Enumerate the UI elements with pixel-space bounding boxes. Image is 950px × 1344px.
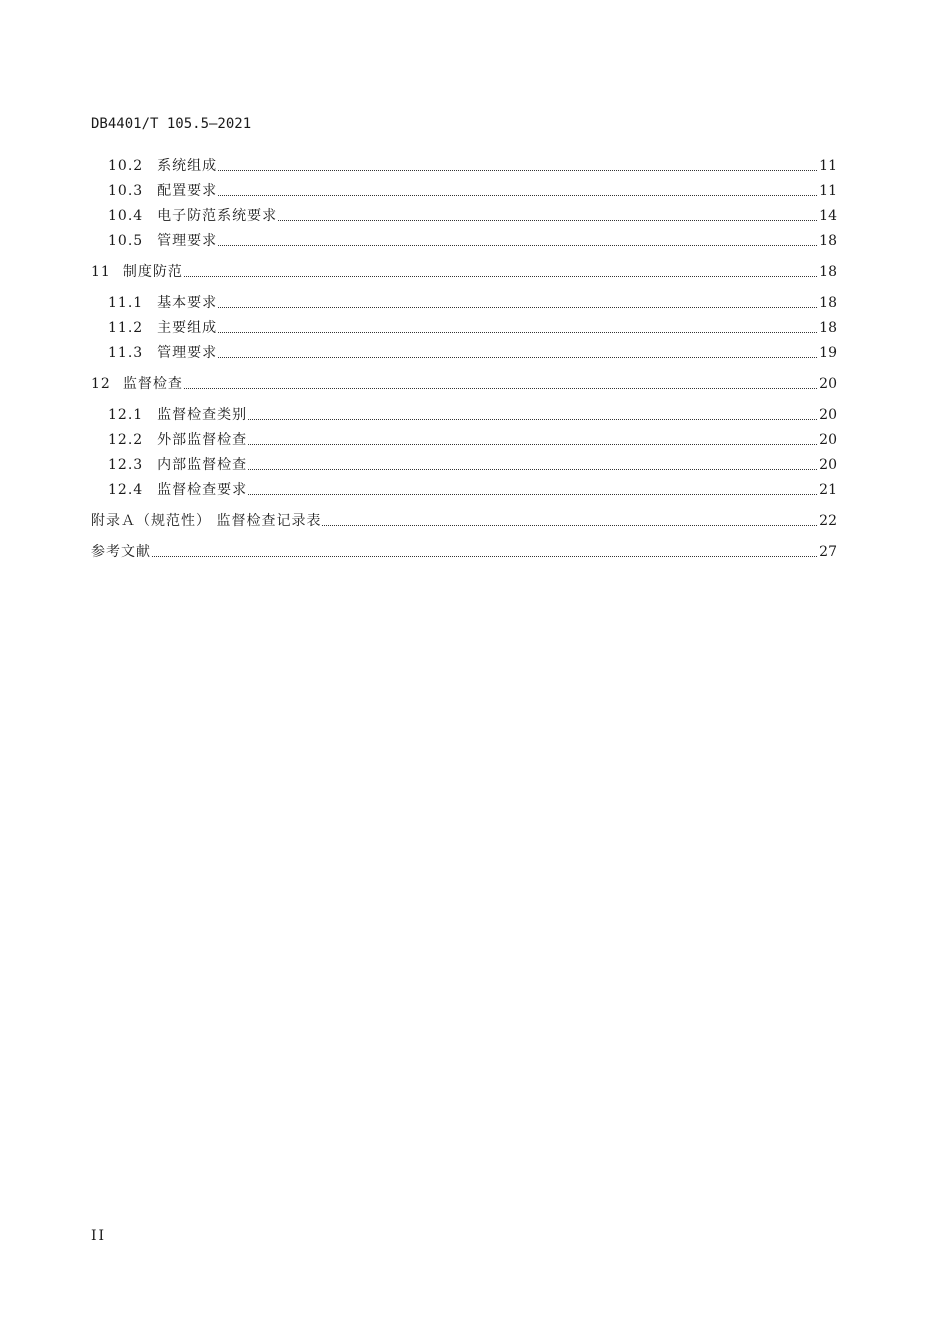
toc-entry-title: 监督检查要求 xyxy=(157,482,248,498)
toc-entry-page: 22 xyxy=(819,513,837,529)
toc-entry-number: 12 xyxy=(91,376,111,392)
toc-entry-number: 11.1 xyxy=(108,295,144,311)
dot-leader xyxy=(218,244,817,246)
toc-entry-12-3[interactable] xyxy=(91,452,837,474)
dot-leader xyxy=(218,194,817,196)
toc-entry-page: 18 xyxy=(819,320,837,336)
toc-entry-appendix-a[interactable] xyxy=(91,508,837,530)
dot-leader xyxy=(322,524,817,526)
toc-entry-title: 电子防范系统要求 xyxy=(157,208,278,224)
page-number: II xyxy=(91,1228,107,1244)
toc-entry-number: 10.5 xyxy=(108,233,144,249)
toc-entry-title: 配置要求 xyxy=(157,183,218,199)
toc-entry-title: 制度防范 xyxy=(122,264,183,280)
toc-entry-page: 20 xyxy=(819,407,837,423)
toc-entry-11-1[interactable] xyxy=(91,290,837,312)
toc-entry-page: 20 xyxy=(819,376,837,392)
toc-entry-number: 10.4 xyxy=(108,208,144,224)
toc-entry-references[interactable] xyxy=(91,539,837,561)
toc-entry-number: 10.3 xyxy=(108,183,144,199)
toc-entry-10-2[interactable] xyxy=(91,153,837,175)
toc-entry-page: 20 xyxy=(819,432,837,448)
dot-leader xyxy=(184,387,817,389)
toc-entry-page: 18 xyxy=(819,233,837,249)
toc-entry-title: 主要组成 xyxy=(157,320,218,336)
toc-entry-page: 18 xyxy=(819,295,837,311)
toc-entry-page: 14 xyxy=(819,208,837,224)
toc-entry-number: 12.1 xyxy=(108,407,144,423)
toc-entry-number: 12.2 xyxy=(108,432,144,448)
toc-entry-title: 管理要求 xyxy=(157,233,218,249)
dot-leader xyxy=(184,275,817,277)
document-header xyxy=(91,116,251,132)
dot-leader xyxy=(248,418,817,420)
toc-entry-11-3[interactable] xyxy=(91,340,837,362)
toc-entry-title: 外部监督检查 xyxy=(157,432,248,448)
dot-leader xyxy=(248,443,817,445)
toc-entry-page: 20 xyxy=(819,457,837,473)
toc-entry-title: 监督检查类别 xyxy=(157,407,248,423)
toc-entry-page: 21 xyxy=(819,482,837,498)
toc-entry-title: 管理要求 xyxy=(157,345,218,361)
toc-entry-10-3[interactable] xyxy=(91,178,837,200)
toc-entry-number: 12.4 xyxy=(108,482,144,498)
dot-leader xyxy=(248,468,817,470)
dot-leader xyxy=(218,331,817,333)
toc-entry-number: 11.2 xyxy=(108,320,144,336)
toc-entry-title: 系统组成 xyxy=(157,158,218,174)
toc-entry-page: 11 xyxy=(819,158,837,174)
toc-entry-number: 12.3 xyxy=(108,457,144,473)
toc-entry-12[interactable] xyxy=(91,371,837,393)
dot-leader xyxy=(248,493,817,495)
dot-leader xyxy=(218,306,817,308)
toc-entry-number: 10.2 xyxy=(108,158,144,174)
dot-leader xyxy=(218,356,817,358)
toc-entry-title: 参考文献 xyxy=(91,544,151,560)
toc-entry-title: 附录Ａ（规范性） 监督检查记录表 xyxy=(91,513,322,529)
toc-entry-12-4[interactable] xyxy=(91,477,837,499)
toc-entry-title: 基本要求 xyxy=(157,295,218,311)
toc-entry-title: 内部监督检查 xyxy=(157,457,248,473)
toc-entry-title: 监督检查 xyxy=(122,376,183,392)
toc-entry-11-2[interactable] xyxy=(91,315,837,337)
toc-entry-number: 11.3 xyxy=(108,345,144,361)
toc-entry-page: 11 xyxy=(819,183,837,199)
toc-entry-11[interactable] xyxy=(91,259,837,281)
dot-leader xyxy=(278,219,817,221)
dot-leader xyxy=(218,169,817,171)
toc-entry-page: 27 xyxy=(819,544,837,560)
toc-entry-number: 11 xyxy=(91,264,111,280)
toc-entry-10-4[interactable] xyxy=(91,203,837,225)
toc-entry-page: 19 xyxy=(819,345,837,361)
toc-entry-12-2[interactable] xyxy=(91,427,837,449)
toc-entry-10-5[interactable] xyxy=(91,228,837,250)
toc-entry-12-1[interactable] xyxy=(91,402,837,424)
standard-code: DB4401/T 105.5—2021 xyxy=(91,116,252,132)
dot-leader xyxy=(152,555,817,557)
toc-entry-page: 18 xyxy=(819,264,837,280)
